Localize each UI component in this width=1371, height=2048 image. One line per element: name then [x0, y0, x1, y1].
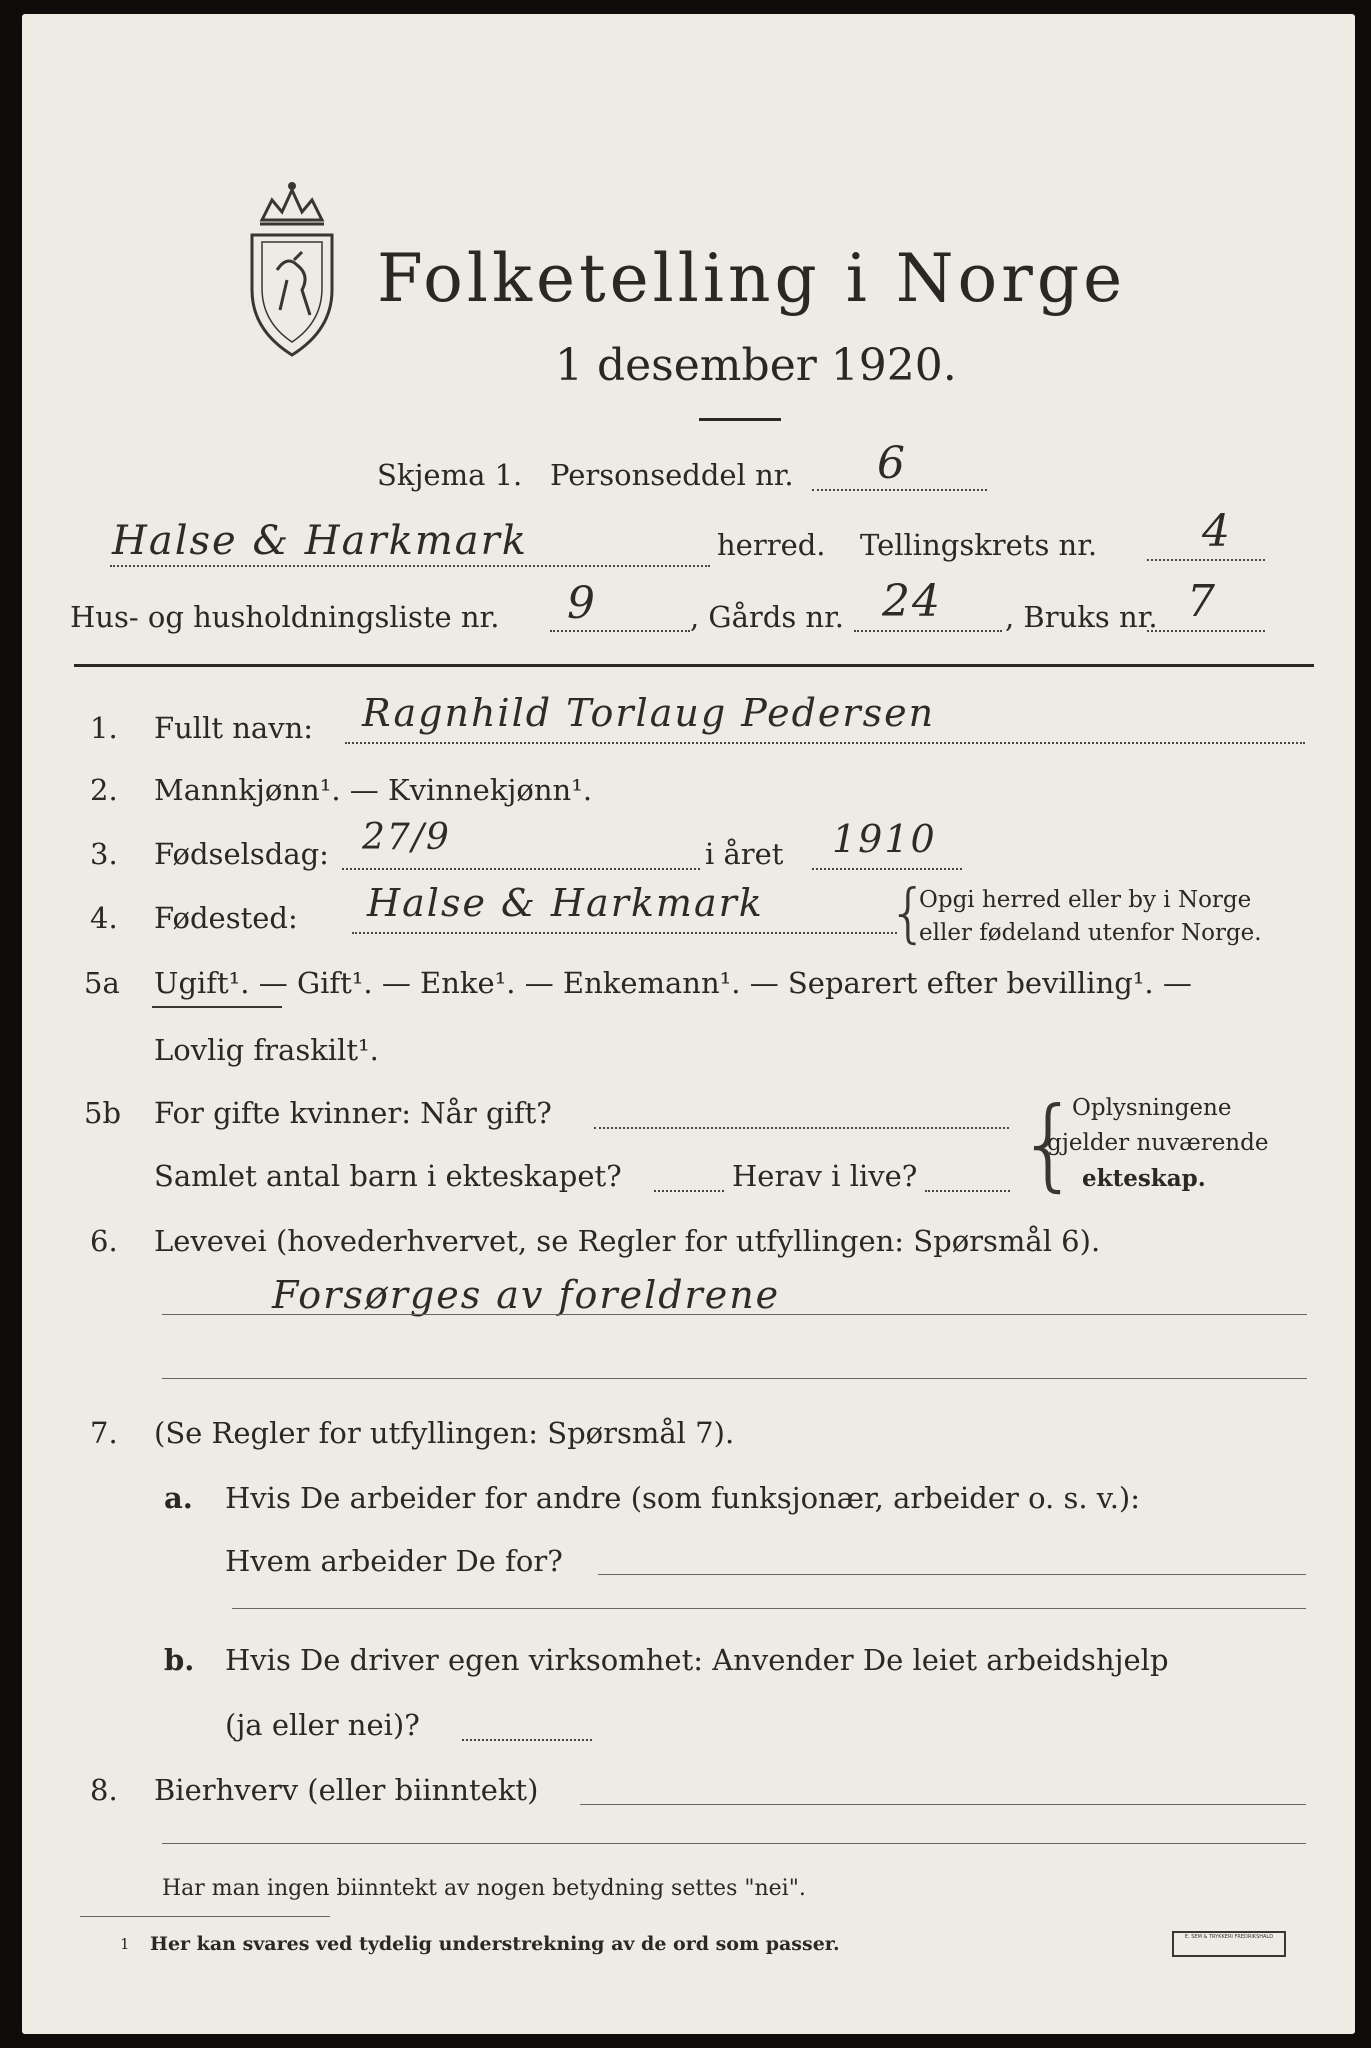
herred-line [110, 565, 710, 567]
q6-label: Levevei (hovederhvervet, se Regler for utfyllingen: Spørsmål 6). [154, 1224, 1101, 1258]
q7b-line-2: (ja eller nei)? [225, 1708, 420, 1742]
gards-label: , Gårds nr. [690, 600, 844, 634]
q5b-brace: { [1017, 1085, 1081, 1202]
q5b-live-line [925, 1190, 1010, 1192]
q8-note: Har man ingen biinntekt av nogen betydning settes "nei". [162, 1876, 806, 1901]
q7-number: 7. [90, 1416, 118, 1450]
bruks-line [1147, 630, 1265, 632]
header-divider [74, 664, 1314, 667]
q5b-line-2a: Samlet antal barn i ekteskapet? [154, 1159, 622, 1193]
q6-line-1 [162, 1314, 1307, 1315]
q1-value[interactable]: Ragnhild Torlaug Pedersen [362, 691, 936, 735]
census-form [22, 14, 1355, 2034]
q5a-line-1: Ugift¹. — Gift¹. — Enke¹. — Enkemann¹. — Separert efter bevilling¹. — [154, 966, 1192, 1000]
q4-label: Fødested: [154, 901, 298, 935]
q7b-letter: b. [164, 1643, 195, 1677]
footnote-text: Her kan svares ved tydelig understrekning av de ord som passer. [150, 1933, 840, 1955]
q5b-line-2b: Herav i live? [732, 1159, 918, 1193]
q4-number: 4. [90, 901, 118, 935]
q8-label: Bierhverv (eller biinntekt) [154, 1773, 539, 1807]
q4-brace: { [888, 877, 929, 951]
q5b-note-2: gjelder nuværende [1047, 1130, 1269, 1156]
footnote-mark: 1 [120, 1935, 130, 1953]
q6-value[interactable]: Forsørges av foreldrene [272, 1273, 781, 1317]
q8-number: 8. [90, 1773, 118, 1807]
q7-label: (Se Regler for utfyllingen: Spørsmål 7). [154, 1416, 735, 1450]
gards-value[interactable]: 24 [882, 576, 942, 627]
q7a-letter: a. [164, 1481, 193, 1515]
q7a-line-1: Hvis De arbeider for andre (som funksjonær, arbeider o. s. v.): [225, 1481, 1141, 1515]
tellingskrets-label: Tellingskrets nr. [860, 528, 1098, 562]
q5a-underline-ugift [152, 1006, 282, 1008]
personseddel-label: Personseddel nr. [550, 458, 794, 492]
q5b-number: 5b [84, 1096, 122, 1130]
census-date: 1 desember 1920. [555, 340, 957, 391]
skjema-label: Skjema 1. [377, 458, 523, 492]
herred-value[interactable]: Halse & Harkmark [112, 518, 528, 564]
q6-number: 6. [90, 1224, 118, 1258]
bruks-value[interactable]: 7 [1187, 576, 1217, 627]
personseddel-line [812, 489, 987, 491]
printer-stamp-text: E. SEM & TRYKKERI FREDRIKSHALD [1184, 1934, 1274, 1940]
q4-note-1: Opgi herred eller by i Norge [919, 887, 1252, 913]
q5b-barn-line [654, 1190, 724, 1192]
q7a-answer-line-2 [232, 1608, 1306, 1609]
q3-line [342, 868, 700, 870]
bruks-label: , Bruks nr. [1005, 600, 1158, 634]
q1-number: 1. [90, 711, 118, 745]
husliste-line [550, 630, 690, 632]
printer-stamp [1172, 1931, 1286, 1957]
q4-note-2: eller fødeland utenfor Norge. [919, 920, 1262, 946]
q2-number: 2. [90, 773, 118, 807]
q3-year-label: i året [705, 837, 784, 871]
tellingskrets-line [1147, 559, 1265, 561]
q7b-answer-line [462, 1739, 592, 1741]
q5b-line-1: For gifte kvinner: Når gift? [154, 1096, 552, 1130]
footnote-rule [80, 1916, 330, 1917]
tellingskrets-value[interactable]: 4 [1202, 506, 1232, 557]
husliste-label: Hus- og husholdningsliste nr. [70, 600, 500, 634]
title-rule [699, 418, 781, 421]
q5b-gift-line [594, 1127, 1009, 1129]
husliste-value[interactable]: 9 [567, 578, 597, 629]
q1-line [345, 742, 1305, 744]
form-title: Folketelling i Norge [377, 240, 1127, 317]
q5a-line-2: Lovlig fraskilt¹. [154, 1033, 379, 1067]
q1-label: Fullt navn: [154, 711, 314, 745]
q4-line [352, 932, 897, 934]
q3-year-value[interactable]: 1910 [832, 817, 937, 861]
q5b-note-3: ekteskap. [1082, 1165, 1206, 1192]
q7a-line-2: Hvem arbeider De for? [225, 1544, 563, 1578]
q7a-answer-line [598, 1574, 1306, 1575]
q8-answer-line [580, 1804, 1306, 1805]
q8-answer-line-2 [162, 1843, 1306, 1844]
q7b-line-1: Hvis De driver egen virksomhet: Anvender De leiet arbeidshjelp [225, 1643, 1169, 1677]
coat-of-arms-icon [232, 180, 352, 360]
q2-label: Mannkjønn¹. — Kvinnekjønn¹. [154, 773, 593, 807]
personseddel-value[interactable]: 6 [877, 438, 907, 489]
q3-value[interactable]: 27/9 [362, 817, 451, 858]
q3-label: Fødselsdag: [154, 837, 329, 871]
gards-line [854, 630, 1002, 632]
q3-year-line [812, 868, 962, 870]
q4-value[interactable]: Halse & Harkmark [367, 881, 764, 925]
q3-number: 3. [90, 837, 118, 871]
herred-label: herred. [717, 528, 826, 562]
q6-line-2 [162, 1378, 1307, 1379]
q5a-number: 5a [84, 966, 120, 1000]
q5b-note-1: Oplysningene [1072, 1095, 1232, 1121]
